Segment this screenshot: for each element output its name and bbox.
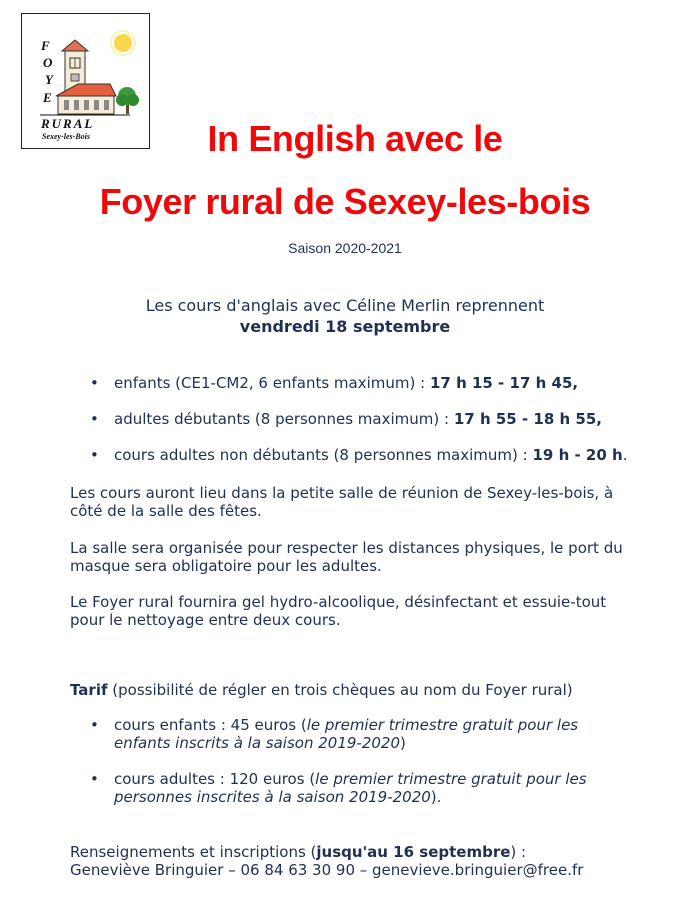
deadline: jusqu'au 16 septembre [316,843,511,861]
page-title-line2: Foyer rural de Sexey-les-bois [99,181,591,222]
bullet-icon: • [90,374,99,392]
location-paragraph: Les cours auront lieu dans la petite salle de réunion de Sexey-les-bois, à côté de la salle des fêtes. [70,484,614,520]
svg-text:O: O [43,55,53,70]
distancing-paragraph: La salle sera organisée pour respecter les distances physiques, le port du masque sera obligatoire pour les adultes. [70,539,623,575]
contact-block: Renseignements et inscriptions (jusqu'au 16 septembre) : Geneviève Bringuier – 06 84 63 30 90 – genevieve.bringuier@free.fr [70,843,584,879]
bullet-icon: • [90,716,99,734]
page-title-line1: In English avec le [207,118,503,159]
season-label: Saison 2020-2021 [288,240,402,256]
tarif-heading [70,681,640,699]
svg-text:Sexey-les-Bois: Sexey-les-Bois [42,132,90,141]
intro-line1: Les cours d'anglais avec Céline Merlin reprennent [145,296,545,315]
hygiene-paragraph: Le Foyer rural fournira gel hydro-alcoolique, désinfectant et essuie-tout pour le nettoyage entre deux cours. [70,593,607,629]
svg-text:RURAL: RURAL [41,116,95,131]
bullet-icon: • [90,770,99,788]
intro-text [0,295,690,337]
tarif-note: (possibilité de régler en trois chèques au nom du Foyer rural) [112,681,573,699]
intro-date: vendredi 18 septembre [239,317,451,336]
svg-text:E: E [43,90,52,105]
bullet-icon: • [90,446,99,464]
svg-text:F: F [41,38,50,53]
svg-text:Y: Y [45,72,53,87]
bullet-icon: • [90,410,99,428]
tarif-label: Tarif [70,681,108,699]
contact-details: Geneviève Bringuier – 06 84 63 30 90 – genevieve.bringuier@free.fr [70,861,584,879]
